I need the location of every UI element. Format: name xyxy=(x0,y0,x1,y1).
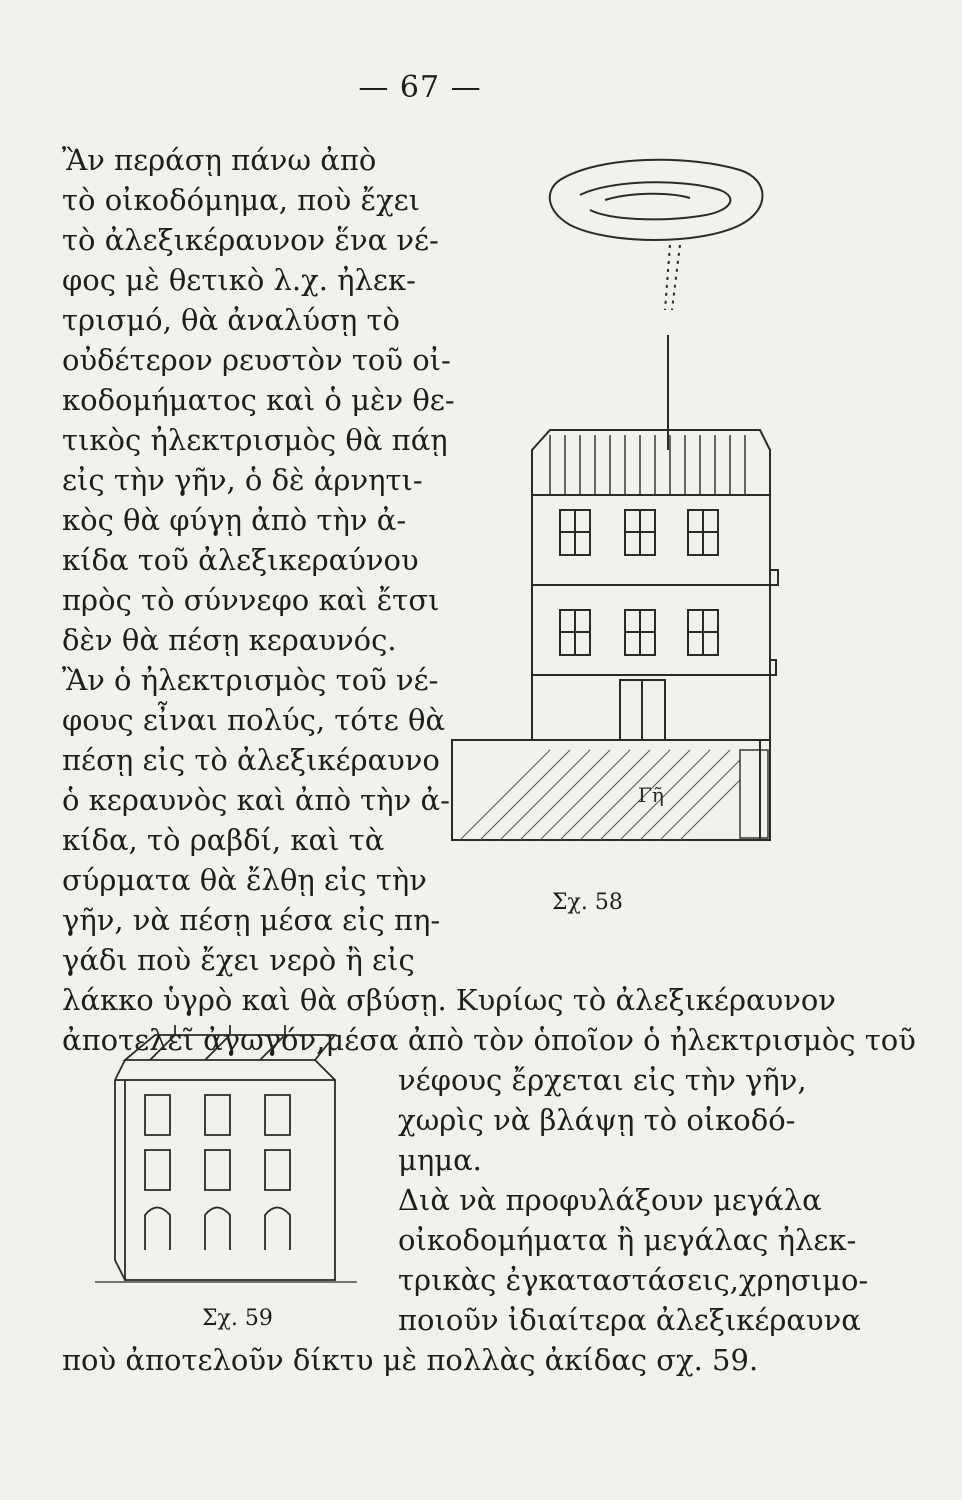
text-line: κοδομήματος καὶ ὁ μὲν θε- xyxy=(62,383,455,417)
ground-label: Γῆ xyxy=(638,783,664,807)
text-line: Ἂν περάσῃ πάνω ἀπὸ xyxy=(62,143,377,177)
text-line: τρικὰς ἐγκαταστάσεις,χρησιμο- xyxy=(398,1263,869,1297)
text-line: μημα. xyxy=(398,1143,482,1177)
figure-59-caption: Σχ. 59 xyxy=(202,1306,273,1331)
text-line: ἀποτελεῖ ἀγωγόν,μέσα ἀπὸ τὸν ὁποῖον ὁ ἠλεκτρισμὸς τοῦ xyxy=(62,1023,916,1057)
text-line: Ἂν ὁ ἠλεκτρισμὸς τοῦ νέ- xyxy=(62,663,439,697)
text-line: γάδι ποὺ ἔχει νερὸ ἢ εἰς xyxy=(62,943,415,977)
figure-58-lightning-rod-house xyxy=(440,150,780,860)
text-line: τὸ ἀλεξικέραυνον ἕνα νέ- xyxy=(62,223,439,257)
text-line: φος μὲ θετικὸ λ.χ. ἠλεκ- xyxy=(62,263,416,297)
text-line: πρὸς τὸ σύννεφο καὶ ἔτσι xyxy=(62,583,440,617)
text-line: κὸς θὰ φύγῃ ἀπὸ τὴν ἀ- xyxy=(62,503,407,537)
text-line: γῆν, νὰ πέσῃ μέσα εἰς πη- xyxy=(62,903,441,937)
figure-59-building-rod-network xyxy=(95,1020,365,1300)
text-line: νέφους ἔρχεται εἰς τὴν γῆν, xyxy=(398,1063,807,1097)
text-line: πέσῃ εἰς τὸ ἀλεξικέραυνο xyxy=(62,743,440,777)
text-line: ὁ κεραυνὸς καὶ ἀπὸ τὴν ἀ- xyxy=(62,783,450,817)
text-line: χωρὶς νὰ βλάψῃ τὸ οἰκοδό- xyxy=(398,1103,796,1137)
text-line: οἰκοδομήματα ἢ μεγάλας ἠλεκ- xyxy=(398,1223,857,1257)
page-number: — 67 — xyxy=(358,70,482,105)
text-line: Διὰ νὰ προφυλάξουν μεγάλα xyxy=(398,1183,822,1217)
text-line: τικὸς ἠλεκτρισμὸς θὰ πάῃ xyxy=(62,423,448,457)
text-line: οὐδέτερον ρευστὸν τοῦ οἰ- xyxy=(62,343,451,377)
text-line: δὲν θὰ πέσῃ κεραυνός. xyxy=(62,623,397,657)
text-line: ποιοῦν ἰδιαίτερα ἀλεξικέραυνα xyxy=(398,1303,861,1337)
text-line: κίδα τοῦ ἀλεξικεραύνου xyxy=(62,543,419,577)
text-line: τρισμό, θὰ ἀναλύσῃ τὸ xyxy=(62,303,400,337)
text-line: εἰς τὴν γῆν, ὁ δὲ ἀρνητι- xyxy=(62,463,423,497)
text-line: τὸ οἰκοδόμημα, ποὺ ἔχει xyxy=(62,183,421,217)
text-line: φους εἶναι πολύς, τότε θὰ xyxy=(62,703,446,737)
text-line: σύρματα θὰ ἔλθῃ εἰς τὴν xyxy=(62,863,427,897)
text-line: ποὺ ἀποτελοῦν δίκτυ μὲ πολλὰς ἀκίδας σχ. 59. xyxy=(62,1343,759,1377)
text-line: λάκκο ὑγρὸ καὶ θὰ σβύσῃ. Κυρίως τὸ ἀλεξικέραυνον xyxy=(62,983,836,1017)
text-line: κίδα, τὸ ραβδί, καὶ τὰ xyxy=(62,823,385,857)
figure-58-caption: Σχ. 58 xyxy=(552,890,623,915)
